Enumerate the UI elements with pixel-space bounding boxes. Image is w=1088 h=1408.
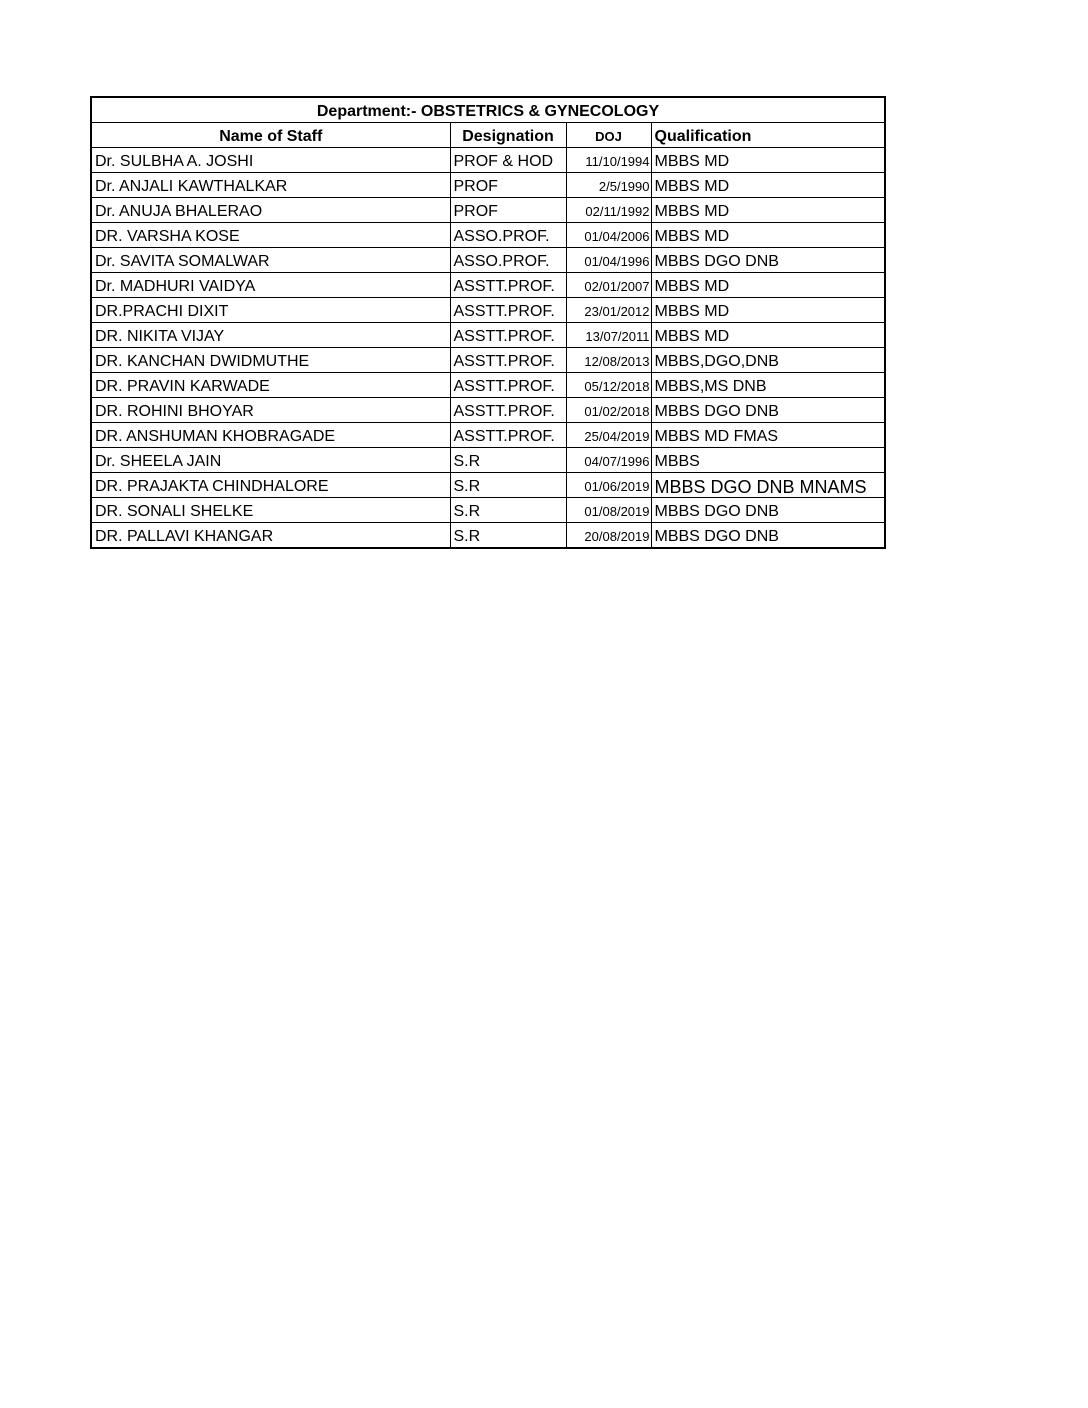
staff-name: DR. SONALI SHELKE: [91, 498, 450, 523]
staff-name: Dr. ANUJA BHALERAO: [91, 198, 450, 223]
staff-name: DR. VARSHA KOSE: [91, 223, 450, 248]
column-header-designation: Designation: [450, 123, 566, 148]
staff-qualification: MBBS MD: [651, 198, 885, 223]
staff-doj: 02/11/1992: [566, 198, 651, 223]
staff-qualification: MBBS DGO DNB: [651, 398, 885, 423]
department-title: Department:- OBSTETRICS & GYNECOLOGY: [91, 97, 885, 123]
staff-designation: ASSTT.PROF.: [450, 298, 566, 323]
table-row: [91, 173, 885, 198]
header-row: [91, 123, 885, 148]
staff-name: DR. NIKITA VIJAY: [91, 323, 450, 348]
staff-qualification: MBBS MD FMAS: [651, 423, 885, 448]
staff-designation: ASSTT.PROF.: [450, 373, 566, 398]
staff-designation: PROF: [450, 173, 566, 198]
staff-designation: ASSO.PROF.: [450, 223, 566, 248]
staff-name: Dr. SULBHA A. JOSHI: [91, 148, 450, 173]
table-row: [91, 223, 885, 248]
column-header-qualification: Qualification: [651, 123, 885, 148]
staff-designation: ASSTT.PROF.: [450, 348, 566, 373]
table-row: [91, 473, 885, 498]
staff-qualification: MBBS MD: [651, 148, 885, 173]
staff-name: Dr. ANJALI KAWTHALKAR: [91, 173, 450, 198]
staff-qualification: MBBS DGO DNB: [651, 523, 885, 549]
table-row: [91, 423, 885, 448]
staff-qualification: MBBS MD: [651, 298, 885, 323]
staff-doj: 04/07/1996: [566, 448, 651, 473]
table-row: [91, 323, 885, 348]
staff-doj: 11/10/1994: [566, 148, 651, 173]
staff-designation: S.R: [450, 473, 566, 498]
staff-qualification: MBBS DGO DNB MNAMS: [651, 473, 885, 498]
staff-qualification: MBBS MD: [651, 173, 885, 198]
table-body: [91, 148, 885, 549]
table-row: [91, 373, 885, 398]
staff-name: Dr. MADHURI VAIDYA: [91, 273, 450, 298]
staff-qualification: MBBS DGO DNB: [651, 248, 885, 273]
table-row: [91, 523, 885, 549]
staff-name: DR. ROHINI BHOYAR: [91, 398, 450, 423]
table-head: [91, 97, 885, 148]
column-header-name: Name of Staff: [91, 123, 450, 148]
staff-doj: 12/08/2013: [566, 348, 651, 373]
staff-name: DR. PRAJAKTA CHINDHALORE: [91, 473, 450, 498]
staff-name: DR. KANCHAN DWIDMUTHE: [91, 348, 450, 373]
table-row: [91, 298, 885, 323]
staff-doj: 25/04/2019: [566, 423, 651, 448]
staff-designation: S.R: [450, 448, 566, 473]
staff-doj: 01/02/2018: [566, 398, 651, 423]
staff-designation: S.R: [450, 523, 566, 549]
staff-designation: ASSTT.PROF.: [450, 323, 566, 348]
staff-table: [90, 96, 886, 549]
staff-designation: PROF & HOD: [450, 148, 566, 173]
staff-doj: 01/04/1996: [566, 248, 651, 273]
staff-doj: 01/04/2006: [566, 223, 651, 248]
table-row: [91, 248, 885, 273]
staff-doj: 2/5/1990: [566, 173, 651, 198]
staff-name: Dr. SAVITA SOMALWAR: [91, 248, 450, 273]
staff-qualification: MBBS DGO DNB: [651, 498, 885, 523]
staff-qualification: MBBS MD: [651, 273, 885, 298]
table-row: [91, 348, 885, 373]
staff-qualification: MBBS,MS DNB: [651, 373, 885, 398]
column-header-doj: DOJ: [566, 123, 651, 148]
staff-doj: 01/06/2019: [566, 473, 651, 498]
table-row: [91, 498, 885, 523]
staff-name: Dr. SHEELA JAIN: [91, 448, 450, 473]
staff-name: DR. ANSHUMAN KHOBRAGADE: [91, 423, 450, 448]
department-title-row: [91, 97, 885, 123]
staff-designation: ASSO.PROF.: [450, 248, 566, 273]
staff-doj: 23/01/2012: [566, 298, 651, 323]
staff-designation: PROF: [450, 198, 566, 223]
staff-designation: ASSTT.PROF.: [450, 398, 566, 423]
table-row: [91, 398, 885, 423]
staff-designation: ASSTT.PROF.: [450, 273, 566, 298]
table-row: [91, 148, 885, 173]
table-row: [91, 273, 885, 298]
staff-designation: ASSTT.PROF.: [450, 423, 566, 448]
staff-qualification: MBBS MD: [651, 223, 885, 248]
staff-qualification: MBBS MD: [651, 323, 885, 348]
staff-doj: 01/08/2019: [566, 498, 651, 523]
staff-doj: 13/07/2011: [566, 323, 651, 348]
staff-name: DR. PALLAVI KHANGAR: [91, 523, 450, 549]
staff-name: DR. PRAVIN KARWADE: [91, 373, 450, 398]
staff-doj: 02/01/2007: [566, 273, 651, 298]
staff-designation: S.R: [450, 498, 566, 523]
staff-doj: 20/08/2019: [566, 523, 651, 549]
staff-doj: 05/12/2018: [566, 373, 651, 398]
staff-name: DR.PRACHI DIXIT: [91, 298, 450, 323]
table-row: [91, 448, 885, 473]
staff-qualification: MBBS: [651, 448, 885, 473]
table-row: [91, 198, 885, 223]
staff-qualification: MBBS,DGO,DNB: [651, 348, 885, 373]
